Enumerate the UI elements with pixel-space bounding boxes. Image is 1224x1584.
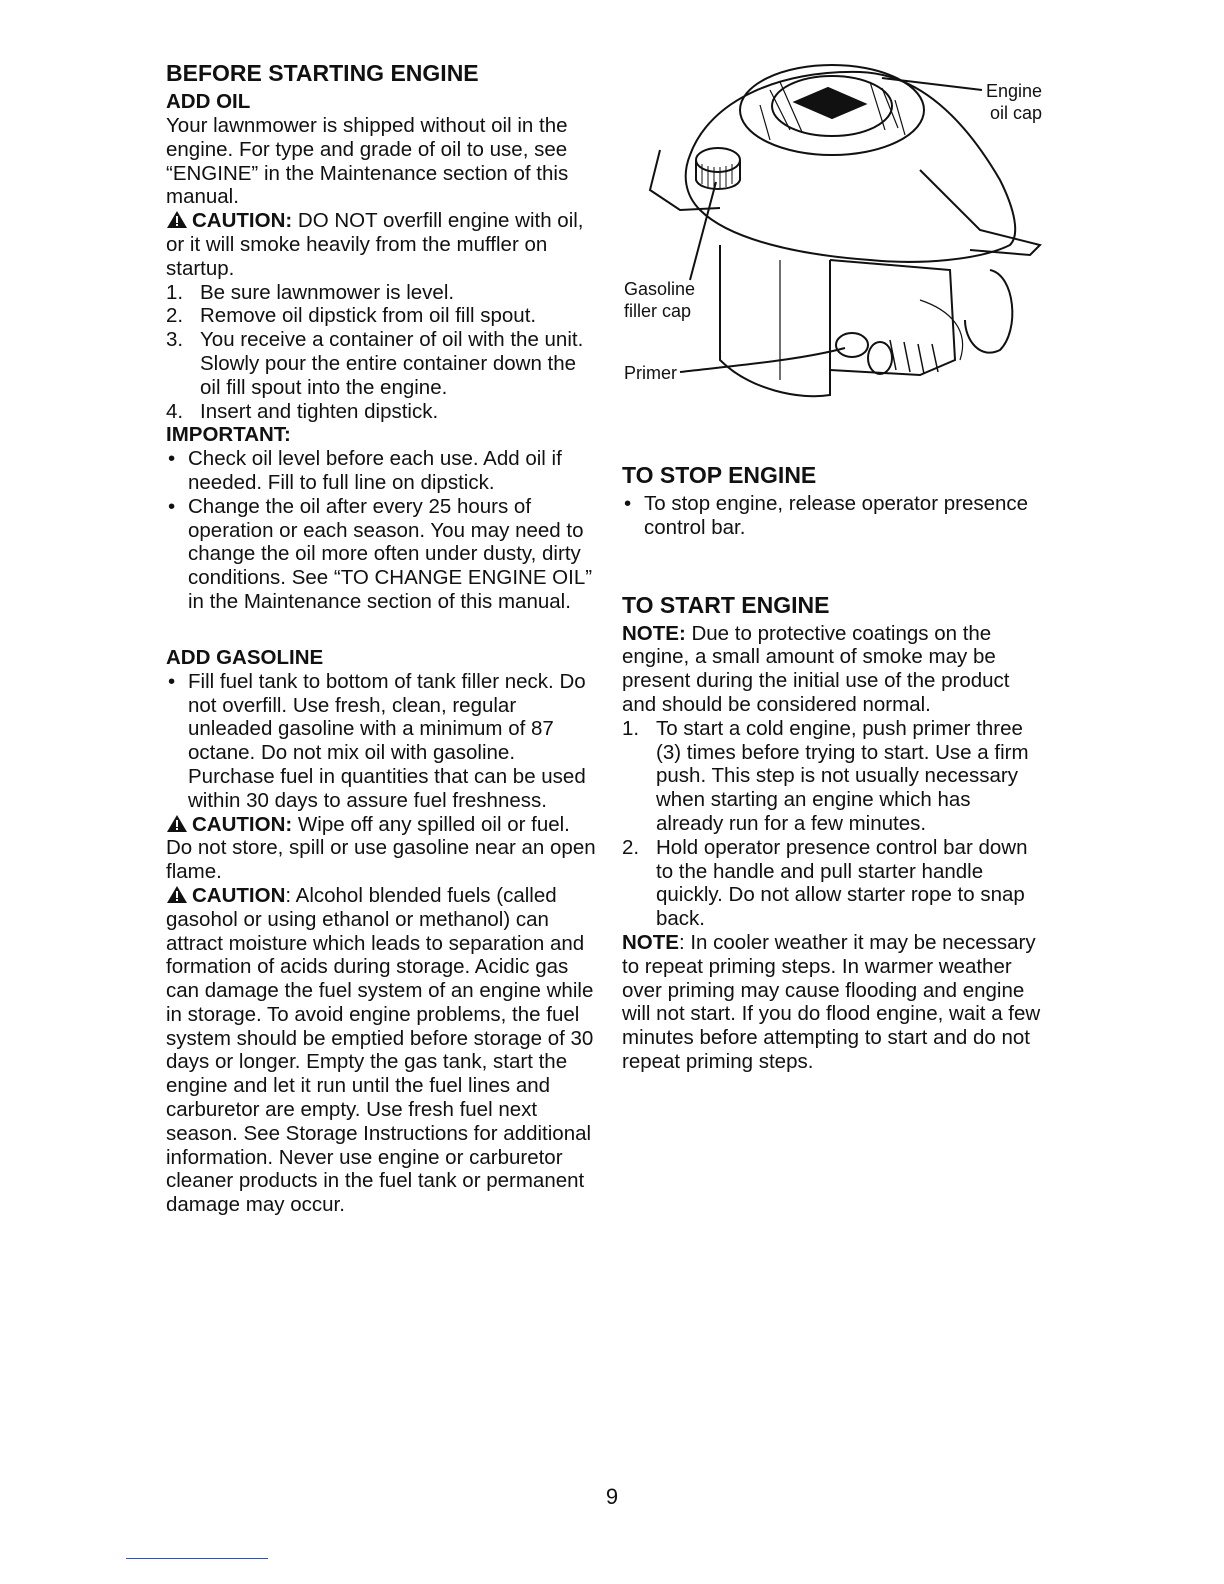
section-heading-start-engine: TO START ENGINE (622, 591, 830, 618)
caution-overfill (166, 209, 598, 280)
bottom-rule (126, 1558, 268, 1559)
warning-triangle-icon (166, 885, 188, 904)
list-item: 3. You receive a container of oil with the unit. Slowly pour the entire container down the oil fill spout into the engine. (166, 328, 584, 399)
important-label: IMPORTANT: (166, 423, 291, 447)
caution-label: CAUTION (192, 883, 286, 907)
add-oil-steps (166, 281, 598, 424)
caution-text: DO NOT overfill engine with oil, or it will smoke heavily from the muffler on startup. (166, 209, 584, 280)
list-item: • Change the oil after every 25 hours of operation or each season. You may need to change the oil more often under dusty, dirty conditions. See “TO CHANGE ENGINE OIL” in the Maintenance section of this manual. (168, 494, 593, 613)
note-cooler-weather: NOTE: In cooler weather it may be necessary to repeat priming steps. In warmer weather over priming may cause flooding and engine will not start. If you do flood engine, wait a few minutes before attempting to start and do not repeat priming steps. (622, 930, 1041, 1073)
list-item: 2. Hold operator presence control bar down to the handle and pull starter handle quickly. Do not allow starter rope to snap back. (622, 835, 1028, 931)
list-item: 4. Insert and tighten dipstick. (166, 399, 439, 423)
caution-text: Wipe off any spilled oil or fuel. Do not store, spill or use gasoline near an open flame. (166, 812, 596, 884)
left-column (166, 60, 598, 1217)
caution-spill (166, 813, 598, 884)
list-item: • Fill fuel tank to bottom of tank filler neck. Do not overfill. Use fresh, clean, regular unleaded gasoline with a minimum of 87 octane. Do not mix oil with gasoline. Purchase fuel in quantities that can be used within 30 days to assure fuel freshness. (168, 669, 586, 812)
caution-label: CAUTION: (192, 209, 293, 233)
right-column (622, 462, 1042, 1074)
subheading-add-oil: ADD OIL (166, 90, 251, 113)
caution-alcohol (166, 884, 598, 1217)
caution-text: : Alcohol blended fuels (called gasohol or using ethanol or methanol) can attract moisture which leads to separation and formation of acids during storage. Acidic gas can damage the fuel system of an engine while in storage. To avoid engine problems, the fuel system should be emptied before storage of 30 days or longer. Empty the gas tank, start the engine and let it run until the fuel lines and carburetor are empty. Use fresh fuel next season. See Storage Instructions for additional information. Never use engine or carburetor cleaner products in the fuel tank or permanent damage may occur. (166, 883, 594, 1217)
list-item: 1. Be sure lawnmower is level. (166, 280, 455, 304)
list-item: • Check oil level before each use. Add oil if needed. Fill to full line on dipstick. (168, 447, 562, 494)
section-heading-stop-engine: TO STOP ENGINE (622, 462, 817, 488)
stop-bullets (622, 492, 1042, 540)
engine-illustration (620, 60, 1060, 410)
page-number: 9 (605, 1484, 619, 1509)
start-steps (622, 717, 1042, 931)
subheading-add-gasoline: ADD GASOLINE (166, 645, 324, 669)
important-bullets (166, 447, 598, 614)
section-heading-before-starting: BEFORE STARTING ENGINE (166, 60, 479, 86)
label-gasoline-filler-cap: Gasoline filler cap (624, 279, 696, 321)
add-oil-intro: Your lawnmower is shipped without oil in the engine. For type and grade of oil to use, see “ENGINE” in the Maintenance section of this manual. (166, 114, 569, 209)
label-engine-oil-cap: Engine oil cap (986, 81, 1043, 123)
caution-label: CAUTION: (192, 812, 293, 836)
label-primer: Primer (624, 363, 677, 383)
note-coatings: NOTE: Due to protective coatings on the engine, a small amount of smoke may be present during the initial use of the product and should be considered normal. (622, 621, 1010, 716)
warning-triangle-icon (166, 814, 188, 833)
warning-triangle-icon (166, 210, 188, 229)
list-item: • To stop engine, release operator presence control bar. (624, 492, 1029, 539)
list-item: 1. To start a cold engine, push primer three (3) times before trying to start. Use a firm push. This step is not usually necessary when starting an engine which has already run for a few minutes. (622, 716, 1029, 835)
gasoline-bullets (166, 670, 598, 813)
list-item: 2. Remove oil dipstick from oil fill spout. (166, 304, 537, 328)
